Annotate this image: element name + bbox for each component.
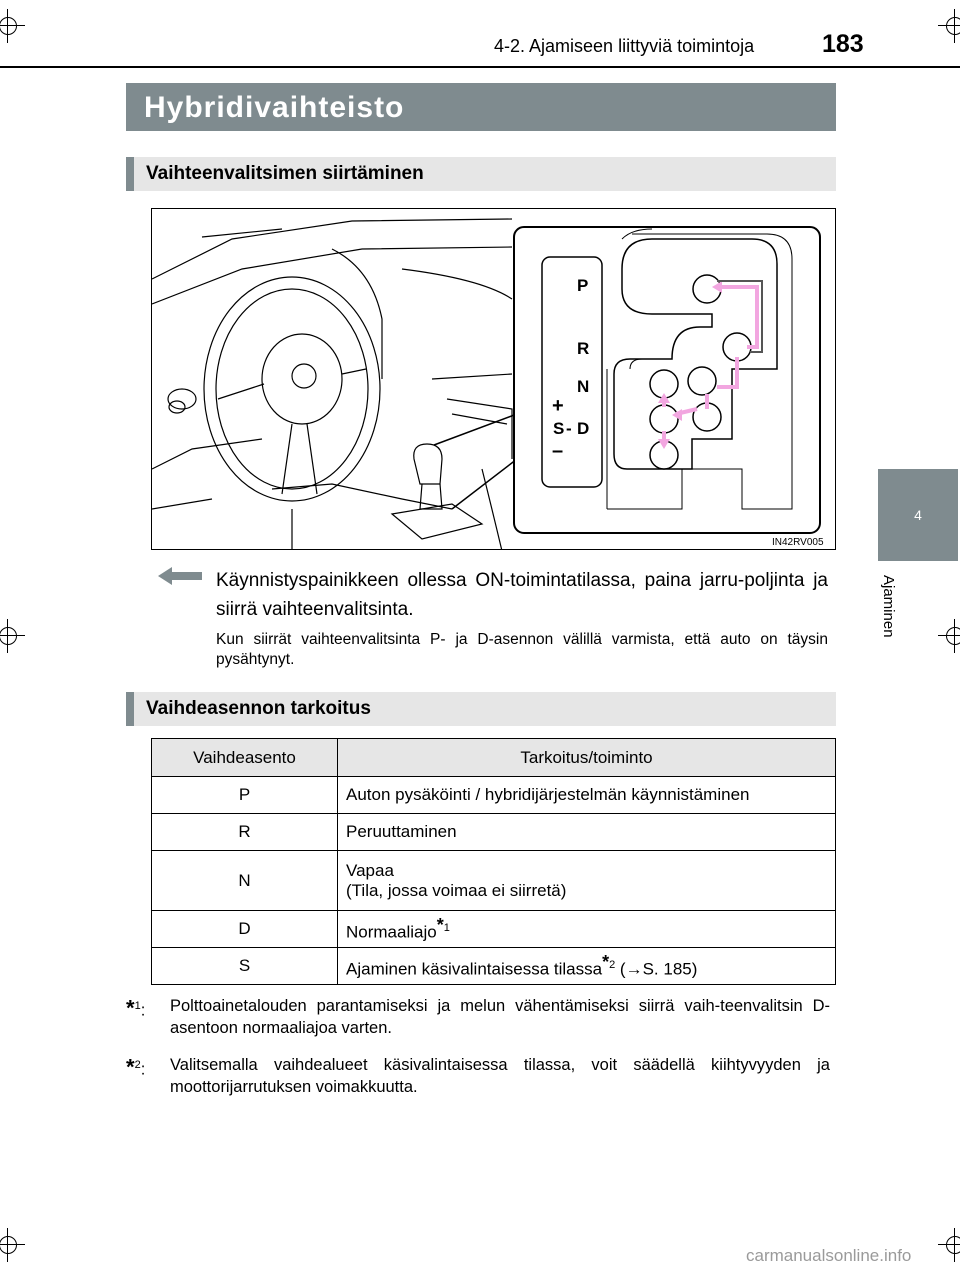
gate-label-s: S <box>553 419 565 438</box>
table-row <box>152 851 836 911</box>
section-heading-shifting-text: Vaihteenvalitsimen siirtäminen <box>146 163 424 184</box>
figure-code: IN42RV005 <box>772 537 824 548</box>
footnote-ref-star: * <box>436 915 444 936</box>
page-reference-link[interactable]: (→S. 185) <box>615 959 698 979</box>
table-cell-purpose <box>338 851 836 911</box>
table-cell-position: S <box>152 948 338 985</box>
gear-position-table <box>151 738 836 985</box>
footnote-1 <box>126 995 830 1039</box>
instruction-note: Kun siirrät vaihteenvalitsinta P- ja D-asennon välillä varmista, että auto on täysin pysähtynyt. <box>216 631 828 668</box>
header-rule <box>0 66 960 68</box>
page-header <box>0 28 960 68</box>
table-cell-purpose <box>338 911 836 948</box>
gate-label-r: R <box>577 339 590 358</box>
instruction-text: Käynnistyspainikkeen ollessa ON-toimintatilassa, paina jarru-poljinta ja siirrä vaihteenvalitsinta. <box>216 570 828 620</box>
table-row <box>152 948 836 985</box>
purpose-text: Normaaliajo <box>346 922 437 942</box>
gate-label-plus: + <box>552 395 564 417</box>
footnote-2-text: Valitsemalla vaihdealueet käsivalintaisessa tilassa, voit säädellä kiihtyvyyden ja moottorijarrutuksen voimakkuutta. <box>170 1056 830 1096</box>
footnote-ref-star: * <box>602 952 610 973</box>
chapter-number: 4 <box>914 507 922 523</box>
page-title-bar <box>126 83 836 131</box>
table-cell-position: D <box>152 911 338 948</box>
gate-label-n: N <box>577 377 590 396</box>
step-arrow-icon <box>158 567 202 585</box>
gate-label-d: D <box>577 419 590 438</box>
table-header-purpose: Tarkoitus/toiminto <box>338 739 836 777</box>
crop-mark-bottom-right <box>938 1228 960 1262</box>
footnote-ref-number: 2 <box>609 959 616 972</box>
crop-mark-middle-left <box>0 619 25 653</box>
section-heading-shifting <box>126 157 836 191</box>
table-cell-position: P <box>152 777 338 814</box>
crop-mark-middle-right <box>938 619 960 653</box>
table-cell-purpose <box>338 948 836 985</box>
page-title: Hybridivaihteisto <box>144 91 405 124</box>
footnote-1-text: Polttoainetalouden parantamiseksi ja melun vähentämiseksi siirrä vaih-teenvalitsin D-asentoon normaaliajoa varten. <box>170 997 830 1037</box>
gate-label-minus: – <box>552 440 564 462</box>
gate-label-dash: - <box>566 419 572 438</box>
chapter-tab[interactable] <box>878 469 958 561</box>
table-cell-position: R <box>152 814 338 851</box>
footnote-2-mark: *$^2$: <box>126 1054 146 1080</box>
table-cell-purpose: Auton pysäköinti / hybridijärjestelmän käynnistäminen <box>338 777 836 814</box>
page-number: 183 <box>822 30 864 58</box>
crop-mark-bottom-left <box>0 1228 25 1262</box>
table-row <box>152 814 836 851</box>
table-cell-position: N <box>152 851 338 911</box>
dashboard-drawing <box>152 209 836 550</box>
chapter-label <box>880 575 906 665</box>
shift-lever-illustration <box>151 208 836 550</box>
purpose-line-2: (Tila, jossa voimaa ei siirretä) <box>346 880 567 900</box>
section-heading-gear-purpose <box>126 692 836 726</box>
purpose-text: Ajaminen käsivalintaisessa tilassa <box>346 959 603 979</box>
table-row <box>152 777 836 814</box>
table-header-row <box>152 739 836 777</box>
purpose-line-1: Vapaa <box>346 860 394 880</box>
table-cell-purpose: Peruuttaminen <box>338 814 836 851</box>
footnote-ref-number: 1 <box>443 922 450 935</box>
watermark: carmanualsonline.info <box>746 1246 912 1265</box>
table-header-position: Vaihdeasento <box>152 739 338 777</box>
section-heading-gear-purpose-text: Vaihdeasennon tarkoitus <box>146 698 371 719</box>
footnote-1-mark: *$^1$: <box>126 995 146 1021</box>
chapter-name: Ajaminen <box>880 575 897 638</box>
table-row <box>152 911 836 948</box>
footnote-2 <box>126 1054 830 1098</box>
header-section-title: 4-2. Ajamiseen liittyviä toimintoja <box>494 36 755 56</box>
gate-label-p: P <box>577 276 589 295</box>
